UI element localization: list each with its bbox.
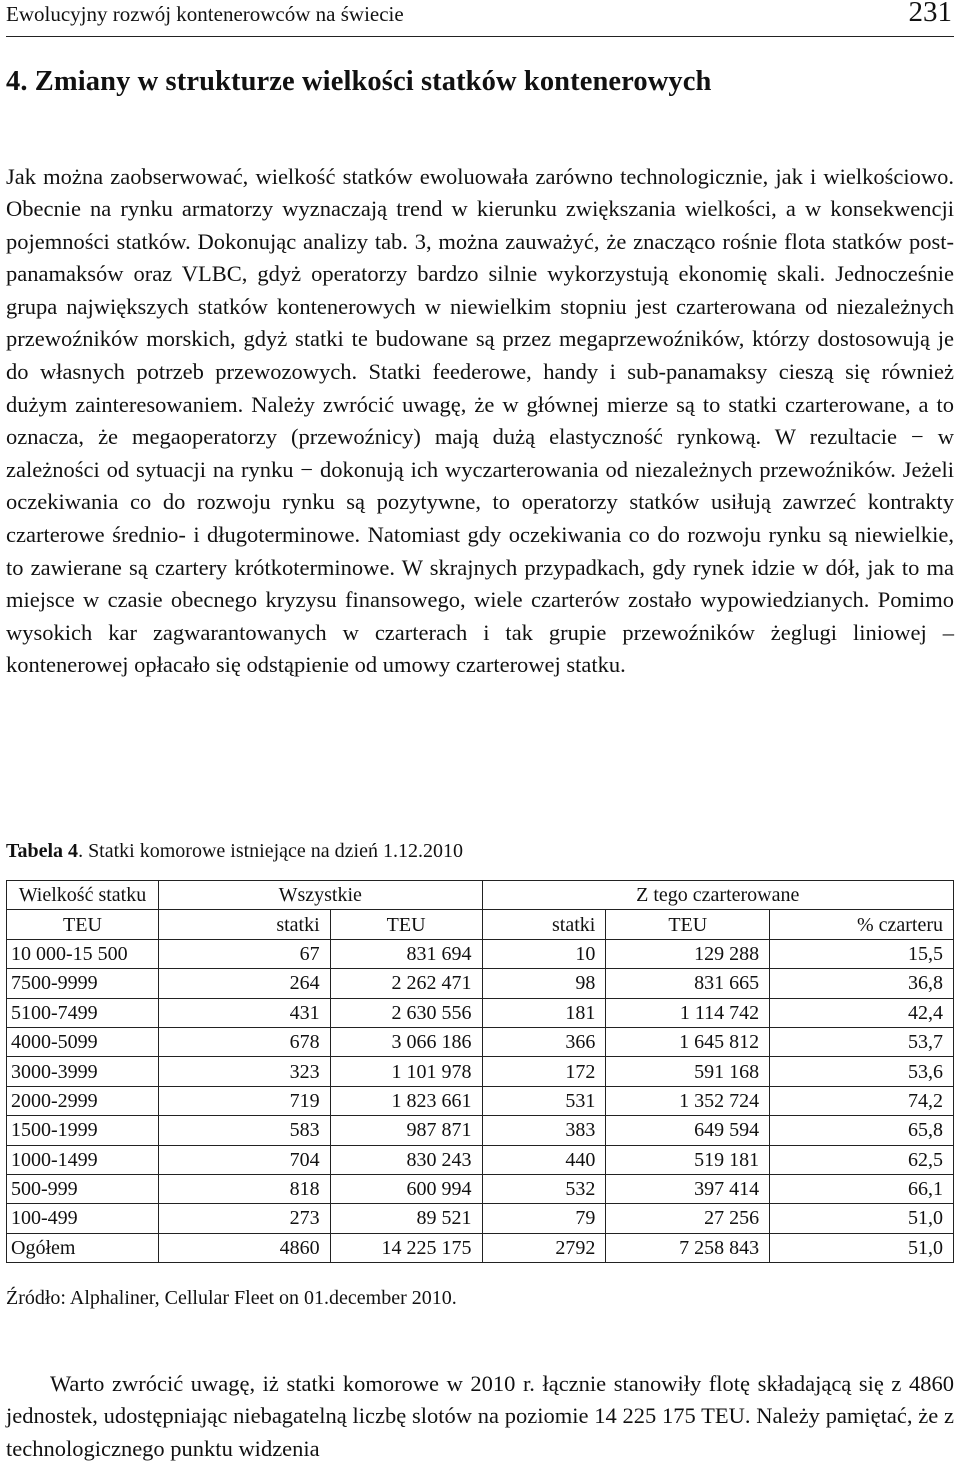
table-cell: 583 (158, 1116, 330, 1145)
table-row (7, 1233, 954, 1262)
table-cell: 67 (158, 939, 330, 968)
table-cell: 53,6 (770, 1057, 954, 1086)
table-row (7, 1204, 954, 1233)
table-cell: 831 665 (606, 969, 770, 998)
table-cell: 4860 (158, 1233, 330, 1262)
table-cell: 53,7 (770, 1027, 954, 1056)
column-header: TEU (330, 910, 482, 939)
table-cell: 98 (482, 969, 606, 998)
running-header (6, 0, 954, 37)
table-cell: 129 288 (606, 939, 770, 968)
table-row (7, 1027, 954, 1056)
table-cell: 719 (158, 1086, 330, 1115)
column-header: statki (158, 910, 330, 939)
table-cell: 987 871 (330, 1116, 482, 1145)
table-cell: 51,0 (770, 1204, 954, 1233)
table-group-header-row (7, 881, 954, 910)
table-cell: 2 262 471 (330, 969, 482, 998)
table-cell: 440 (482, 1145, 606, 1174)
table-cell: 383 (482, 1116, 606, 1145)
table-cell: 323 (158, 1057, 330, 1086)
table-cell: 1 114 742 (606, 998, 770, 1027)
table-caption (6, 840, 463, 863)
table-cell: 36,8 (770, 969, 954, 998)
ship-fleet-table (6, 880, 954, 1263)
table-cell: 431 (158, 998, 330, 1027)
table-source-note: Źródło: Alphaliner, Cellular Fleet on 01.december 2010. (6, 1287, 457, 1310)
table-cell: 2792 (482, 1233, 606, 1262)
table-cell: 831 694 (330, 939, 482, 968)
running-title: Ewolucyjny rozwój kontenerowców na świecie (6, 2, 404, 27)
table-cell: 1 645 812 (606, 1027, 770, 1056)
table-cell: 397 414 (606, 1174, 770, 1203)
table-sub-header-row (7, 910, 954, 939)
section-title: 4. Zmiany w strukturze wielkości statków kontenerowych (6, 66, 712, 98)
table-cell: 818 (158, 1174, 330, 1203)
column-header: TEU (606, 910, 770, 939)
column-header: Wszystkie (158, 881, 482, 910)
table-cell: 65,8 (770, 1116, 954, 1145)
table-cell: 27 256 (606, 1204, 770, 1233)
table-cell: 62,5 (770, 1145, 954, 1174)
row-label-cell: 3000-3999 (7, 1057, 159, 1086)
table-cell: 10 (482, 939, 606, 968)
page-number: 231 (909, 0, 953, 29)
table-cell: 519 181 (606, 1145, 770, 1174)
table-row (7, 1057, 954, 1086)
table-row (7, 998, 954, 1027)
row-label-cell: 10 000-15 500 (7, 939, 159, 968)
table-cell: 649 594 (606, 1116, 770, 1145)
table-cell: 1 823 661 (330, 1086, 482, 1115)
table-cell: 79 (482, 1204, 606, 1233)
table-row (7, 1086, 954, 1115)
table-row (7, 1116, 954, 1145)
table-cell: 172 (482, 1057, 606, 1086)
table-cell: 2 630 556 (330, 998, 482, 1027)
column-header: statki (482, 910, 606, 939)
table-cell: 181 (482, 998, 606, 1027)
table-cell: 830 243 (330, 1145, 482, 1174)
row-label-cell: 7500-9999 (7, 969, 159, 998)
row-label-cell: 100-499 (7, 1204, 159, 1233)
column-header: TEU (7, 910, 159, 939)
table-cell: 89 521 (330, 1204, 482, 1233)
table-cell: 51,0 (770, 1233, 954, 1262)
body-paragraph-1: Jak można zaobserwować, wielkość statków ewoluowała zarówno technologicznie, jak i wielkościowo. Obecnie na rynku armatorzy wyznaczają trend w kierunku zwiększania wielkości, a w konsekwencji pojemności statków. Dokonując analizy tab. 3, można zauważyć, że znacząco rośnie flota statków post-panamaksów oraz VLBC, gdyż operatorzy bardzo silnie wykorzystują ekonomię skali. Jednocześnie grupa największych statków kontenerowych w niewielkim stopniu jest czarterowana od niezależnych przewoźników morskich, gdyż statki te budowane są przez megaprzewoźników, którzy dostosowują je do własnych potrzeb przewozowych. Statki feederowe, handy i sub-panamaksy cieszą się również dużym zainteresowaniem. Należy zwrócić uwagę, że w głównej mierze są to statki czarterowane, a to oznacza, że megaoperatorzy (przewoźnicy) mają dużą elastyczność rynkową. W rezultacie − w zależności od sytuacji na rynku − dokonują ich wyczarterowania od niezależnych przewoźników. Jeżeli oczekiwania co do rozwoju rynku są pozytywne, to operatorzy statków usiłują zawrzeć kontrakty czarterowe średnio- i długoterminowe. Natomiast gdy oczekiwania co do rozwoju rynku są niewielkie, to zawierane są czartery krótkoterminowe. W skrajnych przypadkach, gdy rynek idzie w dół, jak to ma miejsce w czasie obecnego kryzysu finansowego, wiele czarterów zostało wypowiedzianych. Pomimo wysokich kar zagwarantowanych w czarterach i tak grupie przewoźników żeglugi liniowej – kontenerowej opłacało się odstąpienie od umowy czarterowej statku. (6, 161, 954, 683)
body-paragraph-2: Warto zwrócić uwagę, iż statki komorowe w 2010 r. łącznie stanowiły flotę składającą się z 4860 jednostek, udostępniając niebagatelną liczbę slotów na poziomie 14 225 175 TEU. Należy pamiętać, że z technologicznego punktu widzenia (6, 1368, 954, 1465)
table-cell: 591 168 (606, 1057, 770, 1086)
row-label-cell: Ogółem (7, 1233, 159, 1262)
row-label-cell: 500-999 (7, 1174, 159, 1203)
table-cell: 273 (158, 1204, 330, 1233)
table-cell: 7 258 843 (606, 1233, 770, 1262)
table-cell: 678 (158, 1027, 330, 1056)
row-label-cell: 4000-5099 (7, 1027, 159, 1056)
table-cell: 14 225 175 (330, 1233, 482, 1262)
table-cell: 600 994 (330, 1174, 482, 1203)
table-cell: 66,1 (770, 1174, 954, 1203)
table-row (7, 1145, 954, 1174)
row-label-cell: 1000-1499 (7, 1145, 159, 1174)
table-label: Tabela 4 (6, 840, 78, 862)
table-row (7, 1174, 954, 1203)
table-cell: 3 066 186 (330, 1027, 482, 1056)
row-label-cell: 5100-7499 (7, 998, 159, 1027)
table-cell: 531 (482, 1086, 606, 1115)
column-header: Wielkość statku (7, 881, 159, 910)
table-cell: 704 (158, 1145, 330, 1174)
column-header: Z tego czarterowane (482, 881, 953, 910)
table-cell: 366 (482, 1027, 606, 1056)
table-cell: 42,4 (770, 998, 954, 1027)
table-cell: 264 (158, 969, 330, 998)
column-header: % czarteru (770, 910, 954, 939)
table-caption-text: . Statki komorowe istniejące na dzień 1.12.2010 (78, 840, 463, 862)
row-label-cell: 1500-1999 (7, 1116, 159, 1145)
table-cell: 15,5 (770, 939, 954, 968)
table-row (7, 939, 954, 968)
table-cell: 532 (482, 1174, 606, 1203)
table-cell: 1 101 978 (330, 1057, 482, 1086)
table-cell: 74,2 (770, 1086, 954, 1115)
row-label-cell: 2000-2999 (7, 1086, 159, 1115)
table-row (7, 969, 954, 998)
table-cell: 1 352 724 (606, 1086, 770, 1115)
